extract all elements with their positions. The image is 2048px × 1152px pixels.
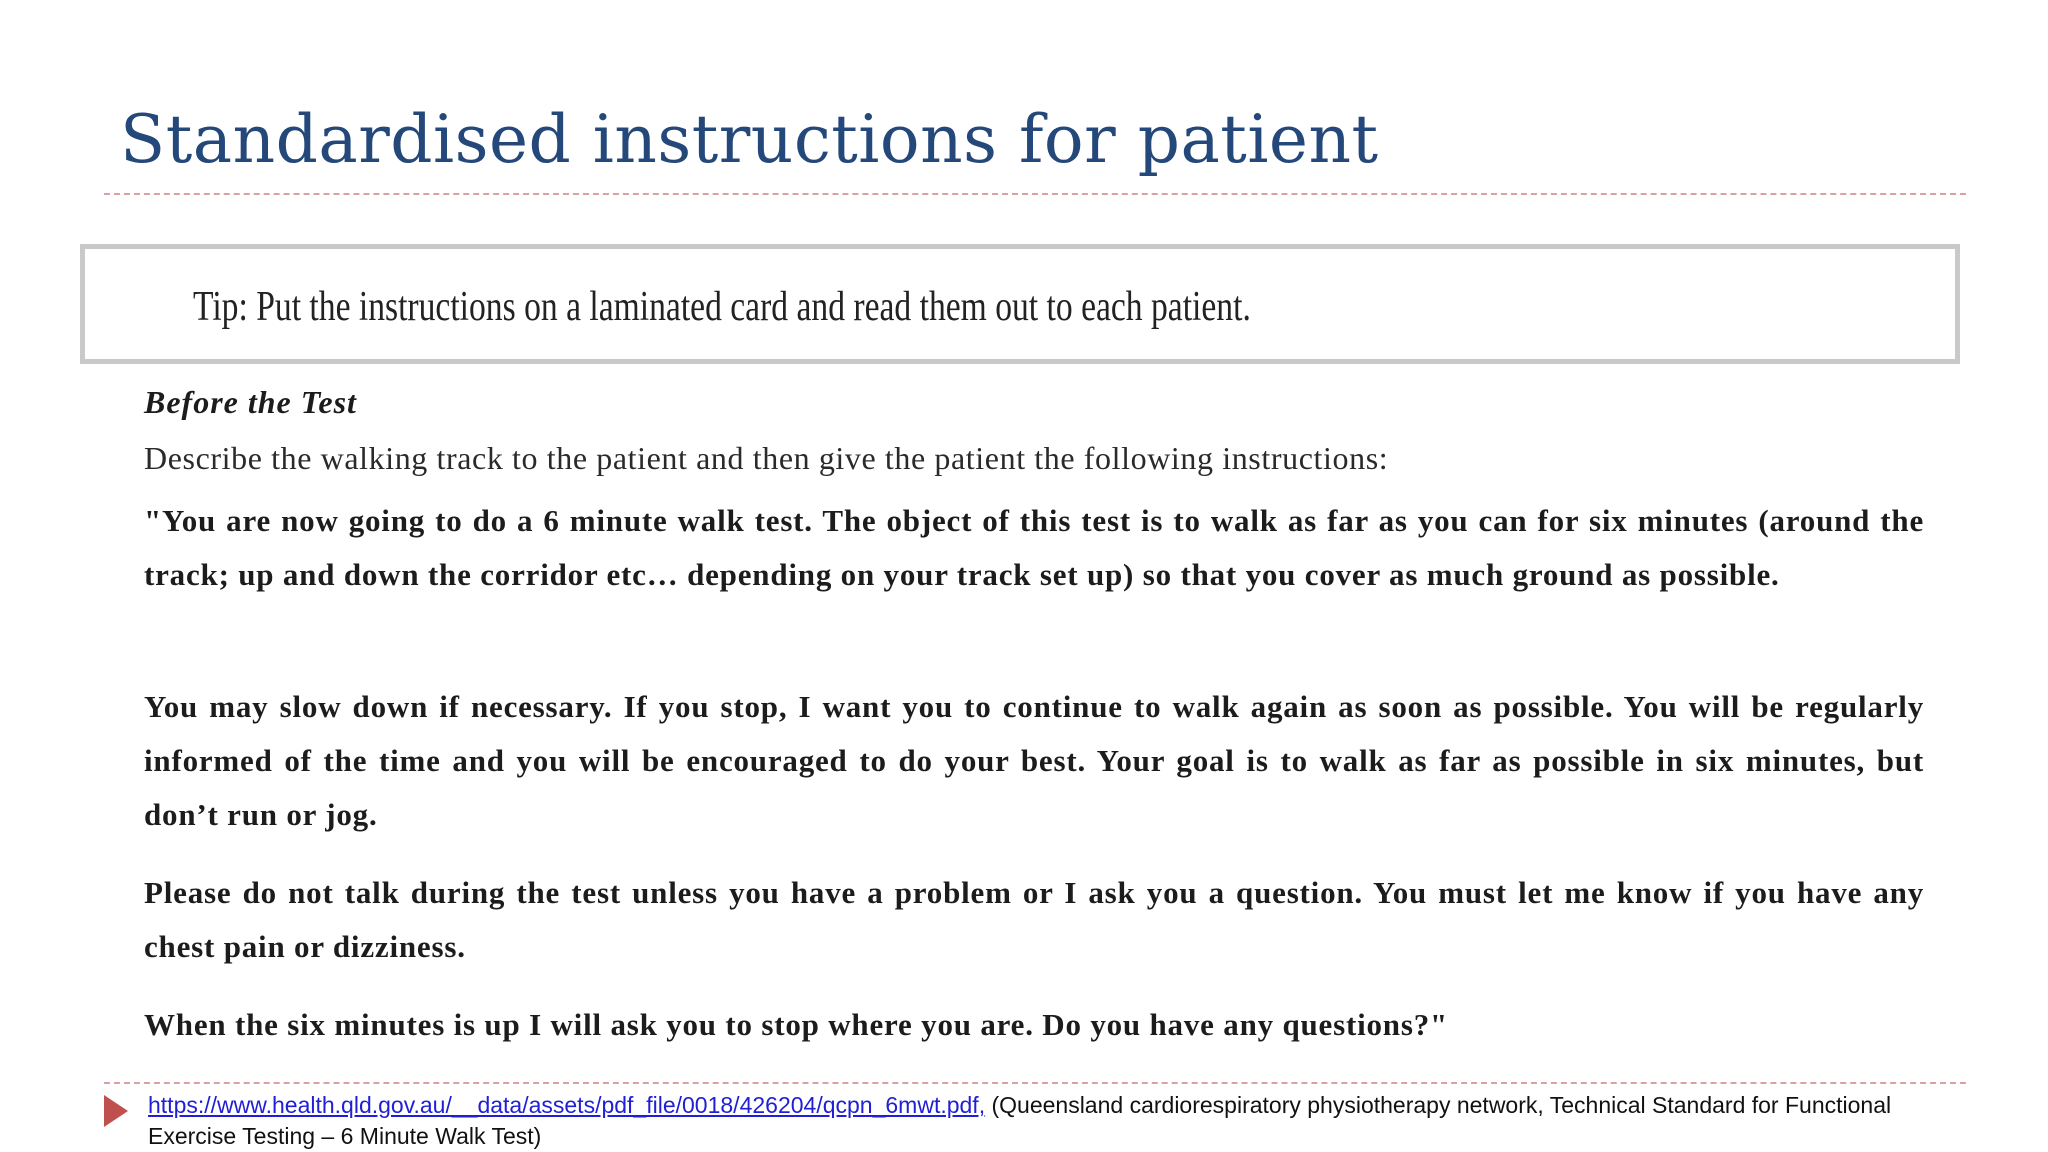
source-link[interactable]: https://www.health.qld.gov.au/__data/assets/pdf_file/0018/426204/qcpn_6mwt.pdf,	[148, 1092, 986, 1118]
title-divider	[104, 193, 1966, 195]
instruction-paragraph-3: Please do not talk during the test unless you have a problem or I ask you a question. You must let me know if you have any chest pain or dizziness.	[144, 875, 1924, 964]
section-heading: Before the Test	[144, 384, 357, 420]
citation-text: (Queensland cardiorespiratory physiotherapy network, Technical Standard for Functional Exercise Testing – 6 Minute Walk Test)	[148, 1092, 1892, 1149]
intro-text: Describe the walking track to the patient and then give the patient the following instructions:	[144, 440, 1389, 476]
bullet-arrow-icon	[104, 1095, 128, 1127]
slide-title: Standardised instructions for patient	[120, 101, 1379, 178]
tip-box	[80, 244, 1960, 364]
instruction-paragraph-2: You may slow down if necessary. If you stop, I want you to continue to walk again as soon as possible. You will be regularly informed of the time and you will be encouraged to do your best. Your goal is to walk as far as possible in six minutes, but don’t run or jog.	[144, 689, 1924, 832]
tip-text: Tip: Put the instructions on a laminated card and read them out to each patient.	[193, 284, 1251, 330]
instruction-paragraph-1: "You are now going to do a 6 minute walk test. The object of this test is to walk as far as you can for six minutes (around the track; up and down the corridor etc… depending on your track set up) so that you cover as much ground as possible.	[144, 503, 1924, 592]
footer-reference	[148, 1090, 1938, 1152]
instruction-paragraph-4: When the six minutes is up I will ask you to stop where you are. Do you have any questions?"	[144, 1007, 1449, 1042]
footer-divider	[104, 1082, 1966, 1084]
